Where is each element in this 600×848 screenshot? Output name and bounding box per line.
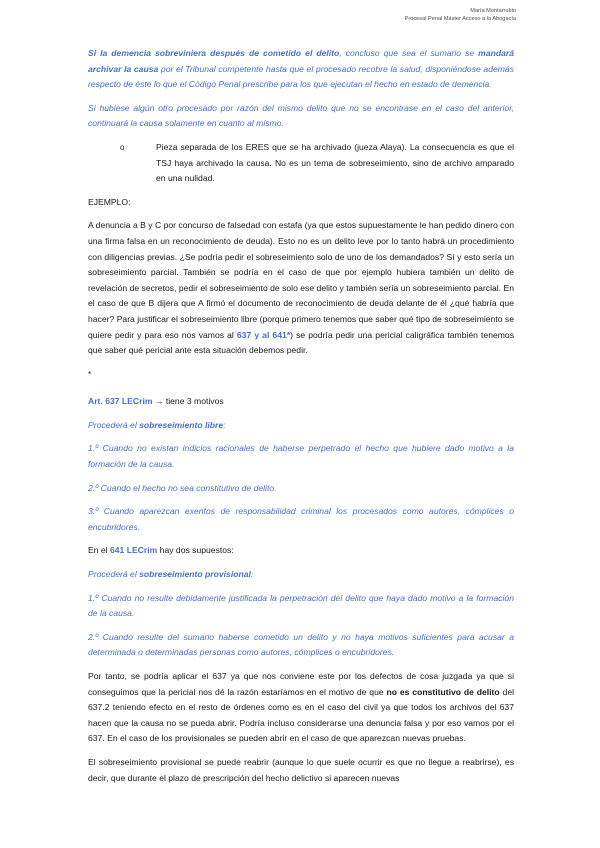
libre-intro-pre: Procederá el [88, 419, 140, 430]
art-641-ref: 641 LECrim [109, 545, 158, 556]
demencia-rest: por el Tribunal competente hasta que el procesado recobre la salud, disponiéndose además respecto de éste lo que el Código Penal prescribe para los que ejecutan el hecho en estado de demencia. [88, 63, 514, 90]
demencia-mid: , concluso que sea el sumario se [339, 48, 479, 58]
art-637-text: tiene 3 motivos [163, 396, 224, 407]
demencia-archivar: mandará archivar la causa [88, 48, 514, 74]
libre-intro-post: : [223, 419, 226, 430]
provisional-item: 2.º Cuando resulte del sumario haberse cometido un delito y no haya motivos suficientes para acusar a determinada o determinadas personas como autores, cómplices o encubridores. [88, 631, 514, 658]
paragraph-ejemplo [88, 218, 514, 358]
provisional-item: 1.º Cuando no resulte debidamente justificada la perpetración del delito que haya dado motivo a la formación de la causa. [88, 592, 514, 619]
por-tanto-bold: no es constitutivo de delito [386, 686, 500, 697]
demencia-lead: Si la demencia sobreviniera después de cometido el delito [88, 48, 340, 58]
libre-intro [88, 418, 514, 434]
libre-item: 1.º Cuando no existan indicios racionales de haberse perpetrado el hecho que hubiere dado motivo a la formación de la causa. [88, 443, 514, 470]
por-tanto-text-1: Por tanto, se podría aplicar el 637 ya que nos conviene este por los defectos de cosa juzgada ya que si conseguimos que la pericial nos dé la razón estaríamos en el motivo de que [88, 671, 514, 697]
provisional-intro-post: : [250, 569, 254, 580]
ejemplo-heading: EJEMPLO: [88, 196, 131, 207]
provisional-intro-bold: sobreseimiento provisional [139, 569, 251, 580]
ejemplo-text-2: ) se podría pedir una pericial caligráfica también tenemos que saber qué pericial ante esta situación debemos pedir. [88, 329, 514, 356]
page-header [405, 7, 516, 23]
art-637-ref: Art. 637 LECrim [88, 396, 153, 407]
paragraph-por-tanto [88, 669, 514, 747]
header-course: Procesal Penal Máster Acceso a la Abogacía [404, 16, 516, 22]
bullet-item [88, 140, 514, 187]
art-641-post: hay dos supuestos: [157, 545, 234, 556]
header-author: María Montarrubio [470, 8, 516, 14]
art-641-line [88, 543, 514, 559]
provisional-intro-pre: Procederá el [88, 569, 140, 580]
por-tanto-text-2: del 637.2 teniendo efecto en el resto de órdenes como es en el caso del civil ya que todos los archivos del 637 hacen que la causa no se pueda abrir. Podría incluso considerarse una denuncia falsa y por eso vamos por el 637. En el caso de los provisionales se pueden abrir en el caso de que aparezcan nuevas pruebas. [88, 686, 515, 744]
libre-item: 3.º Cuando aparezcan exentos de responsabilidad criminal los procesados como autores, cómplices o encubridores. [88, 506, 514, 532]
bullet-text: Pieza separada de los ERES que se ha archivado (jueza Alaya). La consecuencia es que el TSJ haya archivado la causa. No es un tema de sobreseimiento, sino de archivo amparado en una nulidad. [156, 141, 514, 184]
ejemplo-article-ref: 637 y al 641* [236, 329, 291, 340]
paragraph-reabrir: El sobreseimiento provisional se puede reabrir (aunque lo que suele ocurrir es que no llegue a reabrirse), es decir, que durante el plazo de prescripción del hecho delictivo si aparecen nuevas [88, 756, 514, 783]
right-arrow-icon: → [154, 396, 164, 407]
document-body [88, 46, 514, 794]
libre-intro-bold: sobreseimiento libre [139, 419, 224, 430]
art-637-line [88, 394, 514, 410]
paragraph-demencia [88, 46, 514, 93]
star-marker: * [88, 369, 92, 379]
bullet-mark: o [120, 142, 125, 152]
libre-item: 2.º Cuando el hecho no sea constitutivo de delito. [88, 482, 277, 493]
ejemplo-text-1: A denuncia a B y C por concurso de falsedad con estafa (ya que estos supuestamente le han pedido dinero con una firma falsa en un reconocimiento de deuda). Esto no es un delito leve por lo tanto habrá un procedimiento con diligencias previas. ¿Se podría pedir el sobreseimiento solo de uno de los demandados? Sí y esto sería un sobreseimiento parcial. También se podría en el caso de que por ejemplo hubiera también un delito de revelación de secretos, pedir el sobreseimiento de solo ese delito y también sería un sobreseimiento parcial. En el caso de que B dijera que A firmó el documento de reconocimiento de deuda delante de él ¿qué habría que hacer? Para justificar el sobreseimiento libre (porque primero tenemos que saber qué tipo de sobreseimiento se quiere pedir y para eso nos vamos al [88, 220, 514, 340]
art-641-pre: En el [88, 545, 110, 556]
paragraph-otro-procesado: Si hubiese algún otro procesado por razón del mismo delito que no se encontrase en el caso del anterior, continuará la causa solamente en cuanto al mismo. [88, 102, 514, 129]
provisional-intro [88, 567, 514, 583]
